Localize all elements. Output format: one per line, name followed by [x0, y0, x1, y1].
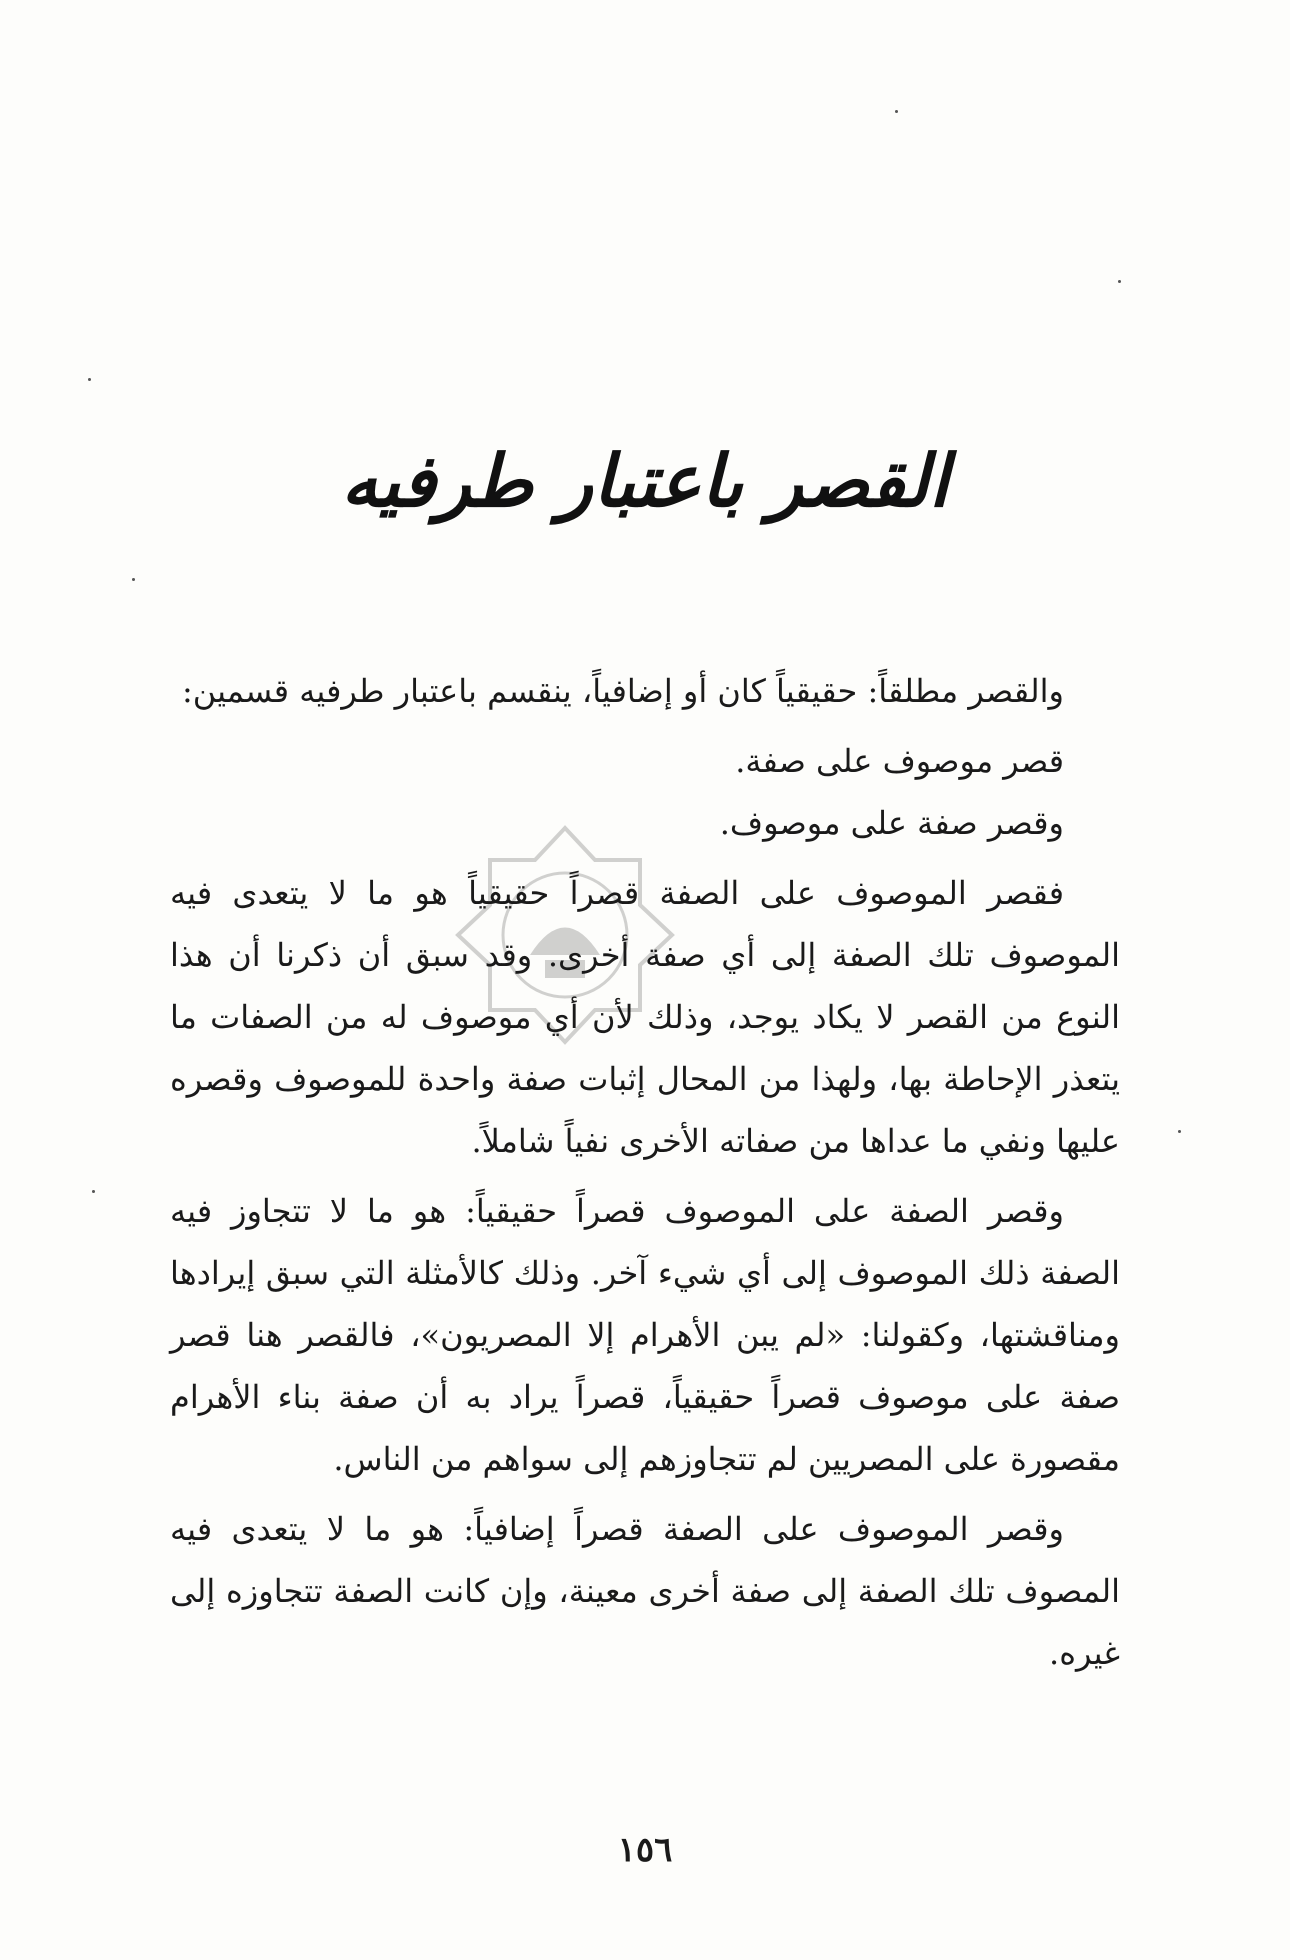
scan-speck	[92, 1190, 95, 1193]
chapter-title: القصر باعتبار طرفيه	[341, 438, 949, 524]
scan-speck	[1118, 280, 1121, 283]
division-item-2: وقصر صفة على موصوف.	[719, 804, 1064, 842]
paragraph-intro: والقصر مطلقاً: حقيقياً كان أو إضافياً، ينقسم باعتبار طرفيه قسمين:	[181, 672, 1064, 710]
body-text	[170, 660, 1120, 1692]
paragraph-real-attribute: وقصر الصفة على الموصوف قصراً حقيقياً: هو ما لا تتجاوز فيه الصفة ذلك الموصوف إلى أي شيء آخر. وذلك كالأمثلة التي سبق إيرادها ومناقشتها، وكقولنا: «لم يبن الأهرام إلا المصريون»، فالقصر هنا قصر صفة على موصوف قصراً حقيقياً، قصراً يراد به أن صفة بناء الأهرام مقصورة على المصريين لم تتجاوزهم إلى سواهم من الناس.	[170, 1192, 1121, 1478]
scan-speck	[1178, 1130, 1181, 1133]
division-item-1: قصر موصوف على صفة.	[735, 742, 1064, 780]
scan-speck	[895, 110, 898, 113]
paragraph-real-described: فقصر الموصوف على الصفة قصراً حقيقياً هو ما لا يتعدى فيه الموصوف تلك الصفة إلى أي صفة أخرى. وقد سبق أن ذكرنا أن هذا النوع من القصر لا يكاد يوجد، وذلك لأن أي موصوف له من الصفات ما يتعذر الإحاطة بها، ولهذا من المحال إثبات صفة واحدة للموصوف وقصره عليها ونفي ما عداها من صفاته الأخرى نفياً شاملاً.	[170, 874, 1121, 1160]
scan-speck	[132, 578, 135, 581]
page-number: ١٥٦	[617, 1830, 673, 1870]
paragraph-relative-described: وقصر الموصوف على الصفة قصراً إضافياً: هو ما لا يتعدى فيه المصوف تلك الصفة إلى صفة أخرى معينة، وإن كانت الصفة تتجاوزه إلى غيره.	[170, 1510, 1121, 1672]
scan-speck	[88, 378, 91, 381]
